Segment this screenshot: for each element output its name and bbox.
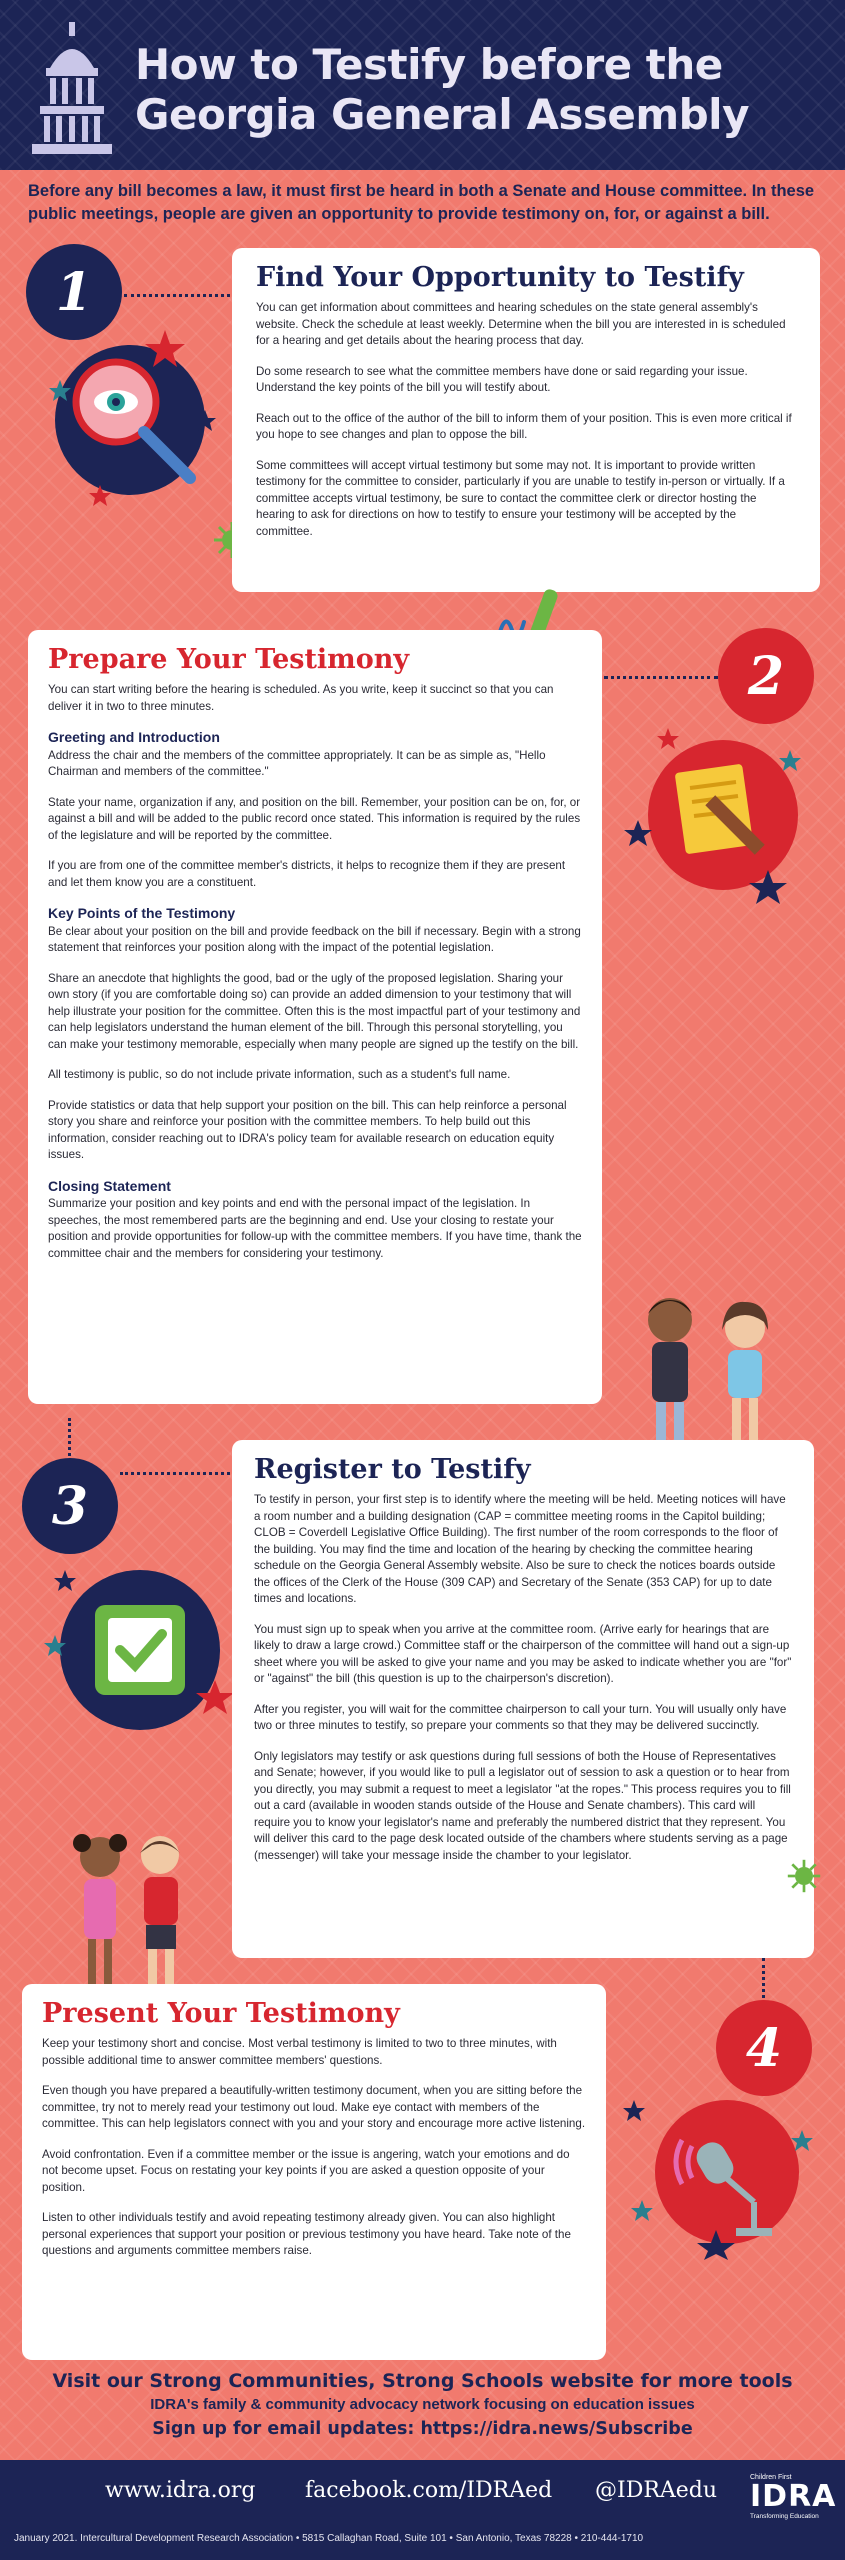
step-1-paragraph: You can get information about committees and hearing schedules on the state general assembly's website. Check the schedule at least weekly. Determine when the bill you are interested in is scheduled for a hearing and get details about the hearing process that day.: [256, 301, 786, 347]
twitter-link[interactable]: @IDRAedu: [595, 2478, 718, 2503]
step-1-title: Find Your Opportunity to Testify: [256, 262, 744, 293]
note-pencil-icon: [618, 720, 818, 910]
step-1-paragraph: Do some research to see what the committee members have done or said regarding your issue. Understand the key points of the bill you will testify about.: [256, 364, 748, 394]
capitol-building-icon: [22, 20, 122, 160]
idra-logo: [750, 2474, 837, 2546]
intro-text: Before any bill becomes a law, it must first be heard in both a Senate and House committee. In these public meetings, people are given an opportunity to provide testimony on, for, or against a bill.: [28, 182, 815, 223]
page-title: [135, 40, 835, 140]
section-heading: Key Points of the Testimony: [48, 905, 236, 921]
step-2-paragraph: Be clear about your position on the bill and provide feedback on the bill if necessary. Begin with a strong statement that reinforces your position along with the impact of the potential legislation.: [48, 924, 581, 954]
checkbox-icon: [40, 1560, 240, 1740]
title-line-2: Georgia General Assembly: [135, 90, 749, 139]
footer: [0, 2460, 845, 2560]
subscribe-link[interactable]: Sign up for email updates: https://idra.news/Subscribe: [152, 2419, 693, 2439]
step-2-paragraph: Share an anecdote that highlights the good, bad or the ugly of the proposed legislation. Sharing your own story (if you are comfortable doing so) can provide an added dimension to your testimony that will help illustrate your position for the committee. Often this is the most impactful part of your testimony and can help legislators understand the human element of the bill. Through this personal storytelling, you can make your testimony memorable, especially when many people are signed up the testify on the bill.: [48, 971, 581, 1051]
website-link[interactable]: www.idra.org: [105, 2478, 256, 2503]
step-2-paragraph: Address the chair and the members of the committee appropriately. It can be as simple as, "Hello Chairman and members of the committee.": [48, 748, 546, 778]
step-2-paragraph: All testimony is public, so do not include private information, such as a student's full name.: [48, 1068, 511, 1081]
logo-tagline-bottom: Transforming Education: [750, 2513, 819, 2520]
step-1-connector: [124, 294, 230, 297]
step-4-paragraph: Avoid confrontation. Even if a committee member or the issue is angering, watch your emotions and do not become upset. Focus on restating your key points if you are asked a question opposite of your position.: [42, 2147, 570, 2194]
step-3-connector: [120, 1472, 230, 1475]
step-4-card: [22, 1984, 606, 2360]
facebook-link[interactable]: facebook.com/IDRAed: [305, 2478, 553, 2503]
step-1-card: [232, 248, 820, 592]
footer-address: January 2021. Intercultural Development Research Association • 5815 Callaghan Road, Suite 101 • San Antonio, Texas 78228 • 210-444-1710: [14, 2533, 644, 2544]
step-3-paragraph: After you register, you will wait for the committee chairperson to call your turn. You will usually only have two or three minutes to testify, so prepare your comments so that they may be delivered succinctly.: [254, 1702, 787, 1732]
step-2-paragraph: If you are from one of the committee member's districts, it helps to recognize them if they are present and let them know you are a constituent.: [48, 859, 566, 889]
virus-icon: [786, 1858, 822, 1894]
step-2-title: Prepare Your Testimony: [48, 644, 410, 675]
step-3-connector-top: [68, 1418, 71, 1456]
magnifying-glass-eye-icon: [40, 320, 220, 520]
step-3-card: [232, 1440, 814, 1958]
step-4-number: 4: [716, 2000, 812, 2096]
logo-tagline-top: Children First: [750, 2474, 792, 2481]
section-heading: Closing Statement: [48, 1177, 171, 1194]
step-2-intro: You can start writing before the hearing is scheduled. As you write, keep it succinct so that you can deliver it in two to three minutes.: [48, 683, 554, 713]
section-heading: Greeting and Introduction: [48, 729, 220, 745]
microphone-icon: [612, 2090, 822, 2260]
step-4-paragraph: Even though you have prepared a beautifully-written testimony document, when you are sitting before the committee, try not to merely read your testimony out loud. Make eye contact with members of the committee. This can help legislators connect with you and your story and encourage more active listening.: [42, 2084, 586, 2130]
step-2-card: [28, 630, 602, 1404]
step-2-paragraph: Provide statistics or data that help support your position on the bill. This can help reinforce a personal story you share and reinforce your position with the committee members. To help build out this information, consider reaching out to IDRA's policy team for available research on education equity issues.: [48, 1098, 567, 1161]
step-1-paragraph: Reach out to the office of the author of the bill to inform them of your position. This is even more critical if you hope to see changes and plan to oppose the bill.: [256, 411, 792, 441]
step-4-title: Present Your Testimony: [42, 1998, 400, 2029]
step-4-paragraph: Listen to other individuals testify and avoid repeating testimony already given. You can also highlight personal experiences that support your position or previous testimony you have heard. Take note of the questions and arguments committee members raise.: [42, 2211, 571, 2257]
step-1-number: 1: [26, 244, 122, 340]
step-1-paragraph: Some committees will accept virtual testimony but some may not. It is important to provide written testimony for the committee to consider, particularly if you are unable to testify in-person or virtually. If a committee accepts virtual testimony, be sure to contact the committee clerk or director hosting the hearing to ask for directions on how to testify to ensure your testimony will be accepted by the committee.: [256, 458, 785, 538]
step-3-paragraph: You must sign up to speak when you arrive at the committee room. (Arrive early for hearings that are likely to draw a large crowd.) Committee staff or the chairperson of the committee will hand out a sign-up sheet where you will be asked to give your name and you may be asked to indicate whether you are "for" or "against" the bill (this question is up to the chairperson's discretion).: [254, 1622, 792, 1685]
logo-wordmark: IDRA: [750, 2479, 837, 2514]
step-2-number: 2: [718, 628, 814, 724]
step-3-paragraph: Only legislators may testify or ask questions during full sessions of both the House of Representatives and Senate; however, if you would like to pull a legislator out of session to ask a question or to hear from you directly, you may submit a request to meet a legislator "at the ropes." This process requires you to fill out a card (available in wooden stands outside of the House and Senate chambers). This card will require you to know your legislator's name and preferably the numbered district that they represent. You will deliver this card to the page desk located outside of the chambers where students serving as a page (messenger) will take your message inside the chamber to your legislator.: [254, 1749, 791, 1862]
step-3-number: 3: [22, 1458, 118, 1554]
cta-subtitle: IDRA's family & community advocacy network focusing on education issues: [150, 2396, 695, 2413]
step-2-paragraph: Summarize your position and key points and end with the personal impact of the legislation. In speeches, the most remembered parts are the beginning and end. Use your closing to restate your position and provide opportunities for follow-up with the committee members. If you have time, thank the committee chair and the members for considering your testimony.: [48, 1197, 582, 1260]
children-illustration: [60, 1825, 200, 2005]
step-4-connector-top: [762, 1958, 765, 1998]
step-3-paragraph: To testify in person, your first step is to identify where the meeting will be held. Meeting notices will have a room number and a building designation (CAP = committee meeting rooms in the Capitol building; CLOB = Coverdell Legislative Office Building). The first number of the room corresponds to the floor of the building. You may find the time and location of the hearing by checking the committee hearing schedule on the Georgia General Assembly website. Also be sure to check the notices boards outside the offices of the Clerk of the House (309 CAP) and Secretary of the Senate (353 CAP) for up to date times and locations.: [254, 1493, 786, 1605]
step-2-paragraph: State your name, organization if any, and position on the bill. Remember, your position can be on, for, or against a bill and will be added to the public record once stated. This information is required by the rules of the legislature and will be reported by the committee.: [48, 795, 581, 842]
step-3-title: Register to Testify: [254, 1454, 531, 1485]
step-4-paragraph: Keep your testimony short and concise. Most verbal testimony is limited to two to three minutes, with possible additional time to answer committee members' questions.: [42, 2037, 557, 2067]
step-2-connector: [604, 676, 718, 679]
title-line-1: How to Testify before the: [135, 40, 723, 89]
website-cta[interactable]: Visit our Strong Communities, Strong Schools website for more tools: [52, 2370, 793, 2392]
header-banner: [0, 0, 845, 170]
call-to-action: [0, 2370, 845, 2439]
